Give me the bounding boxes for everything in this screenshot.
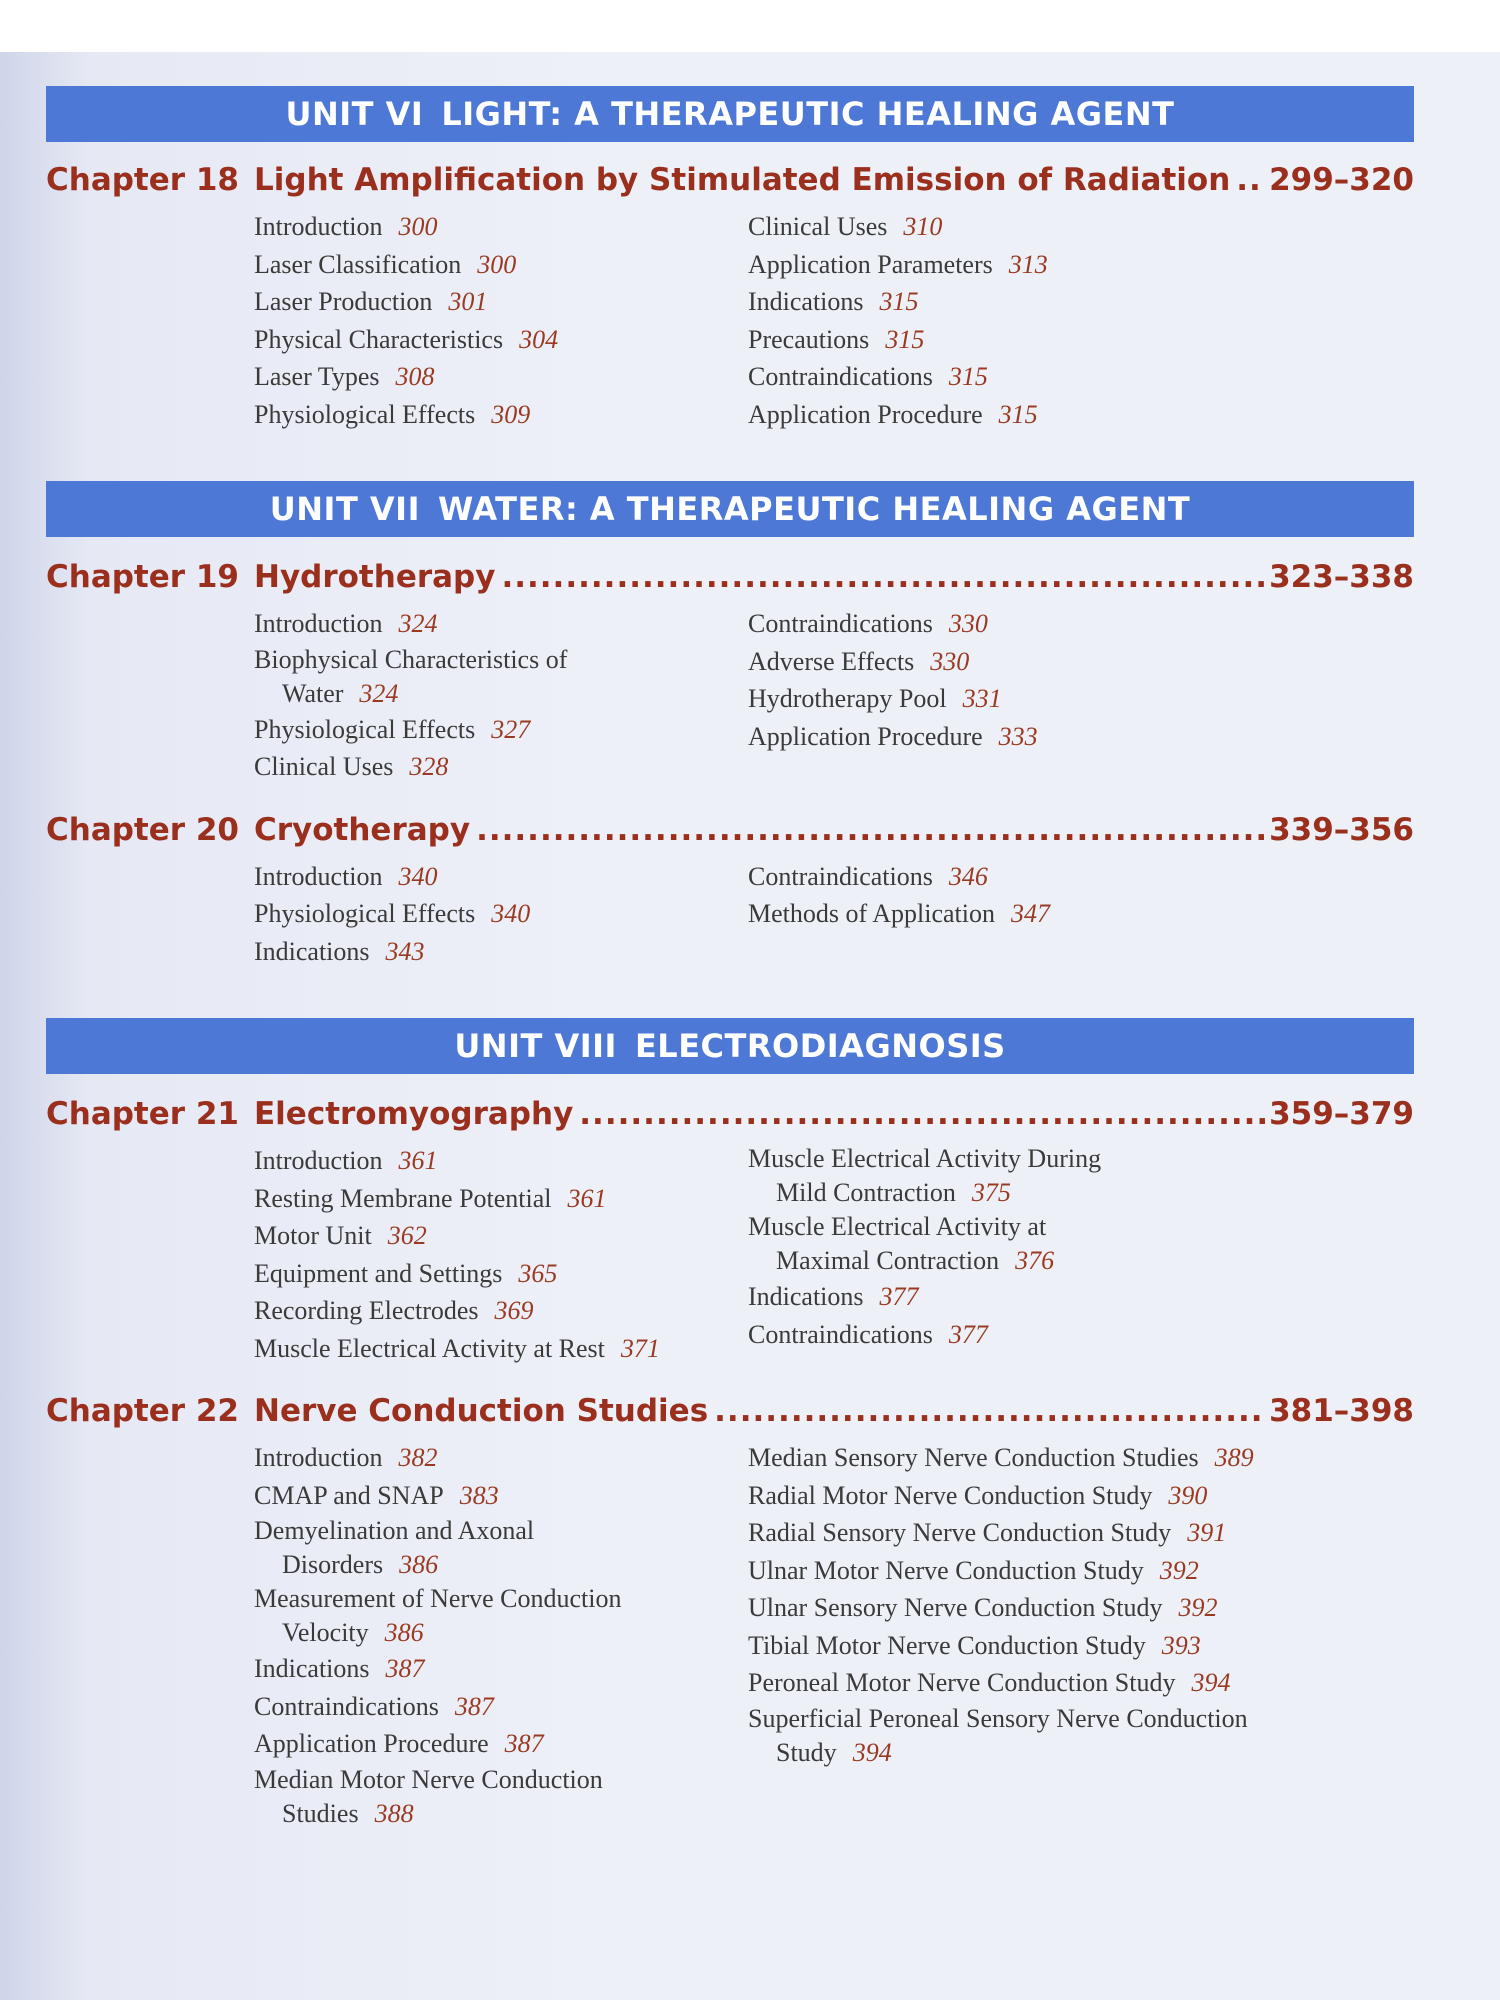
entry-page: 309 bbox=[491, 399, 531, 429]
toc-entry[interactable] bbox=[254, 1725, 748, 1763]
toc-entry[interactable] bbox=[254, 858, 748, 896]
entry-title: Contraindications bbox=[748, 1319, 933, 1349]
entry-title: Motor Unit bbox=[254, 1221, 372, 1250]
entry-title: Contraindications bbox=[748, 861, 933, 891]
entry-page: 330 bbox=[948, 609, 988, 638]
toc-entry[interactable] bbox=[748, 1702, 1408, 1770]
dot-leader bbox=[1236, 162, 1265, 198]
unit-header-vi bbox=[46, 86, 1414, 142]
toc-entry[interactable] bbox=[748, 358, 1408, 396]
toc-entry[interactable] bbox=[748, 1514, 1408, 1552]
entry-title: Physiological Effects bbox=[254, 899, 476, 928]
entry-page: 389 bbox=[1214, 1443, 1254, 1472]
entry-page: 391 bbox=[1187, 1518, 1227, 1547]
chapter-19 bbox=[46, 559, 1414, 786]
chapter-page-range: 299–320 bbox=[1269, 162, 1414, 198]
entries-left-column bbox=[254, 605, 748, 786]
entry-page: 315 bbox=[879, 287, 919, 316]
entry-title: Indications bbox=[254, 936, 370, 966]
entry-title: Introduction bbox=[254, 609, 383, 638]
unit-label: UNIT VI bbox=[285, 95, 424, 133]
entry-title: Ulnar Motor Nerve Conduction Study bbox=[748, 1555, 1144, 1585]
entries-left-column bbox=[254, 1142, 748, 1367]
unit-label: UNIT VII bbox=[269, 490, 420, 528]
entry-title-continued: Water bbox=[282, 678, 344, 708]
entry-title: Clinical Uses bbox=[254, 752, 394, 781]
entry-title: Ulnar Sensory Nerve Conduction Study bbox=[748, 1593, 1163, 1622]
chapter-22 bbox=[46, 1393, 1414, 1831]
toc-entry[interactable] bbox=[748, 718, 1408, 756]
toc-entry[interactable] bbox=[748, 1664, 1408, 1702]
entry-page: 304 bbox=[519, 324, 559, 354]
toc-entry[interactable] bbox=[254, 1180, 748, 1218]
entry-title: Physiological Effects bbox=[254, 714, 476, 744]
entry-title: Peroneal Motor Nerve Conduction Study bbox=[748, 1668, 1176, 1697]
entry-page: 300 bbox=[477, 249, 517, 279]
unit-label: UNIT VIII bbox=[454, 1027, 617, 1065]
entry-page: 300 bbox=[398, 212, 438, 241]
entry-page: 340 bbox=[491, 899, 531, 928]
chapter-number: Chapter 21 bbox=[46, 1096, 239, 1132]
entry-page: 343 bbox=[385, 936, 425, 966]
entry-title-continued: Disorders bbox=[282, 1550, 384, 1579]
entries-left-column bbox=[254, 858, 748, 971]
entry-page: 392 bbox=[1159, 1555, 1199, 1585]
entry-title: Biophysical Characteristics of bbox=[254, 644, 568, 674]
chapter-entries bbox=[254, 605, 1414, 786]
entry-title: Muscle Electrical Activity During bbox=[748, 1144, 1102, 1173]
toc-entry[interactable] bbox=[254, 1142, 748, 1180]
entry-title: Adverse Effects bbox=[748, 646, 915, 676]
chapter-21 bbox=[46, 1096, 1414, 1367]
entry-page: 387 bbox=[454, 1691, 494, 1721]
toc-entry[interactable] bbox=[254, 1439, 748, 1477]
unit-title: LIGHT: A THERAPEUTIC HEALING AGENT bbox=[441, 95, 1175, 133]
toc-entry[interactable] bbox=[254, 1292, 748, 1330]
entry-page: 308 bbox=[395, 362, 435, 391]
dot-leader bbox=[476, 812, 1265, 848]
toc-entry[interactable] bbox=[254, 1763, 748, 1831]
entry-page: 310 bbox=[903, 212, 943, 241]
entry-title: Laser Classification bbox=[254, 249, 462, 279]
entry-page: 394 bbox=[1191, 1668, 1231, 1697]
chapter-heading[interactable] bbox=[46, 162, 1414, 198]
entry-page: 361 bbox=[398, 1146, 438, 1175]
entry-page: 362 bbox=[387, 1221, 427, 1250]
entries-left-column bbox=[254, 208, 748, 433]
chapter-page-range: 339–356 bbox=[1269, 811, 1414, 848]
toc-entry[interactable] bbox=[748, 1142, 1408, 1210]
entry-title: Precautions bbox=[748, 324, 870, 354]
toc-entry[interactable] bbox=[254, 1217, 748, 1255]
entry-page: 377 bbox=[879, 1282, 919, 1311]
entries-right-column bbox=[748, 858, 1408, 971]
chapter-heading[interactable] bbox=[46, 559, 1414, 595]
entry-page: 333 bbox=[998, 721, 1038, 751]
entry-page: 390 bbox=[1168, 1480, 1208, 1510]
entry-title-continued: Mild Contraction bbox=[776, 1178, 956, 1207]
toc-entry[interactable] bbox=[254, 246, 748, 284]
entry-page: 301 bbox=[448, 287, 488, 316]
chapter-title: Hydrotherapy bbox=[254, 559, 496, 595]
entry-page: 382 bbox=[398, 1443, 438, 1472]
unit-title: WATER: A THERAPEUTIC HEALING AGENT bbox=[437, 490, 1191, 528]
dot-leader bbox=[579, 1096, 1265, 1132]
entry-page: 383 bbox=[459, 1480, 499, 1510]
entry-title: Application Procedure bbox=[748, 399, 983, 429]
entry-title-continued: Studies bbox=[282, 1798, 359, 1828]
entry-title: Methods of Application bbox=[748, 899, 995, 928]
entry-page: 386 bbox=[399, 1550, 439, 1579]
toc-entry[interactable] bbox=[254, 605, 748, 643]
entry-title: Contraindications bbox=[748, 609, 933, 638]
entry-title: Contraindications bbox=[748, 362, 933, 391]
toc-entry[interactable] bbox=[254, 711, 748, 749]
entry-page: 365 bbox=[518, 1258, 558, 1288]
chapter-number: Chapter 18 bbox=[46, 162, 239, 198]
chapter-18 bbox=[46, 162, 1414, 433]
entry-title: Resting Membrane Potential bbox=[254, 1183, 552, 1213]
toc-entry[interactable] bbox=[254, 933, 748, 971]
entry-page: 347 bbox=[1010, 899, 1050, 928]
entry-title: Physiological Effects bbox=[254, 399, 476, 429]
entry-title-continued: Study bbox=[776, 1737, 837, 1767]
entry-page: 371 bbox=[620, 1333, 660, 1363]
toc-entry[interactable] bbox=[748, 1439, 1408, 1477]
chapter-heading[interactable] bbox=[46, 812, 1414, 848]
entries-right-column bbox=[748, 1439, 1408, 1831]
toc-entry[interactable] bbox=[254, 358, 748, 396]
toc-entry[interactable] bbox=[748, 1627, 1408, 1665]
toc-entry[interactable] bbox=[748, 1278, 1408, 1316]
entry-title: Introduction bbox=[254, 212, 383, 241]
entry-page: 387 bbox=[504, 1729, 544, 1758]
toc-entry[interactable] bbox=[748, 1552, 1408, 1590]
entry-title: Laser Types bbox=[254, 362, 380, 391]
toc-entry[interactable] bbox=[254, 208, 748, 246]
chapter-page-range: 381–398 bbox=[1269, 1393, 1414, 1429]
toc-entry[interactable] bbox=[748, 1589, 1408, 1627]
chapter-page-range: 359–379 bbox=[1269, 1096, 1414, 1132]
toc-entry[interactable] bbox=[254, 1477, 748, 1515]
dot-leader bbox=[714, 1393, 1265, 1429]
chapter-number: Chapter 19 bbox=[46, 559, 239, 595]
unit-title: ELECTRODIAGNOSIS bbox=[634, 1027, 1006, 1065]
entry-title: Clinical Uses bbox=[748, 212, 888, 241]
entry-title: Application Procedure bbox=[254, 1729, 489, 1758]
entry-page: 324 bbox=[398, 609, 438, 638]
entry-title: Application Parameters bbox=[748, 249, 993, 279]
toc-entry[interactable] bbox=[254, 1650, 748, 1688]
toc-entry[interactable] bbox=[748, 895, 1408, 933]
toc-entry[interactable] bbox=[748, 680, 1408, 718]
entry-title: Introduction bbox=[254, 861, 383, 891]
entry-title: Recording Electrodes bbox=[254, 1296, 479, 1325]
toc-entry[interactable] bbox=[254, 748, 748, 786]
entry-title: Measurement of Nerve Conduction bbox=[254, 1584, 622, 1613]
entry-page: 324 bbox=[359, 678, 399, 708]
entry-title: Laser Production bbox=[254, 287, 433, 316]
toc-entry[interactable] bbox=[748, 605, 1408, 643]
toc-entry[interactable] bbox=[748, 1210, 1408, 1278]
entries-right-column bbox=[748, 208, 1408, 433]
entry-page: 376 bbox=[1015, 1246, 1055, 1275]
entries-right-column bbox=[748, 1142, 1408, 1367]
entry-title: Contraindications bbox=[254, 1691, 439, 1721]
chapter-entries bbox=[254, 1142, 1414, 1367]
entry-page: 387 bbox=[385, 1654, 425, 1683]
toc-entry[interactable] bbox=[748, 321, 1408, 359]
entry-title-continued: Maximal Contraction bbox=[776, 1246, 1000, 1275]
entry-page: 313 bbox=[1008, 249, 1048, 279]
entry-title: Indications bbox=[748, 287, 864, 316]
chapter-heading[interactable] bbox=[46, 1096, 1414, 1132]
entries-left-column bbox=[254, 1439, 748, 1831]
entry-title: Introduction bbox=[254, 1443, 383, 1472]
chapter-20 bbox=[46, 812, 1414, 971]
toc-entry[interactable] bbox=[748, 1477, 1408, 1515]
toc-entry[interactable] bbox=[254, 1514, 748, 1582]
chapter-heading[interactable] bbox=[46, 1393, 1414, 1429]
chapter-title: Nerve Conduction Studies bbox=[254, 1393, 709, 1429]
toc-entry[interactable] bbox=[748, 1316, 1408, 1354]
dot-leader bbox=[501, 559, 1265, 595]
chapter-number: Chapter 20 bbox=[46, 811, 239, 848]
entry-page: 388 bbox=[374, 1798, 414, 1828]
chapter-number: Chapter 22 bbox=[46, 1393, 239, 1429]
toc-entry[interactable] bbox=[254, 396, 748, 434]
entry-page: 327 bbox=[491, 714, 531, 744]
chapter-entries bbox=[254, 1439, 1414, 1831]
toc-entry[interactable] bbox=[254, 321, 748, 359]
entry-page: 330 bbox=[930, 646, 970, 676]
entry-title-continued: Velocity bbox=[282, 1618, 369, 1647]
chapter-entries bbox=[254, 208, 1414, 433]
toc-entry[interactable] bbox=[254, 643, 748, 711]
entry-title: Indications bbox=[748, 1282, 864, 1311]
toc-entry[interactable] bbox=[748, 396, 1408, 434]
toc-entry[interactable] bbox=[254, 1582, 748, 1650]
entry-title: Application Procedure bbox=[748, 721, 983, 751]
entry-page: 315 bbox=[998, 399, 1038, 429]
entry-page: 375 bbox=[971, 1178, 1011, 1207]
entry-title: Median Motor Nerve Conduction bbox=[254, 1764, 603, 1794]
entry-page: 340 bbox=[398, 861, 438, 891]
toc-entry[interactable] bbox=[254, 895, 748, 933]
entry-page: 331 bbox=[962, 684, 1002, 713]
entry-title: Superficial Peroneal Sensory Nerve Conduction bbox=[748, 1703, 1248, 1733]
toc-entry[interactable] bbox=[254, 1330, 748, 1368]
toc-entry[interactable] bbox=[748, 208, 1408, 246]
entry-page: 328 bbox=[409, 752, 449, 781]
entry-page: 346 bbox=[948, 861, 988, 891]
entry-title: Hydrotherapy Pool bbox=[748, 684, 947, 713]
entry-title: Muscle Electrical Activity at Rest bbox=[254, 1333, 605, 1363]
chapter-entries bbox=[254, 858, 1414, 971]
entry-page: 369 bbox=[494, 1296, 534, 1325]
entry-page: 392 bbox=[1178, 1593, 1218, 1622]
chapter-page-range: 323–338 bbox=[1269, 559, 1414, 595]
unit-header-viii bbox=[46, 1018, 1414, 1074]
entry-title: Equipment and Settings bbox=[254, 1258, 503, 1288]
chapter-title: Light Amplification by Stimulated Emission of Radiation bbox=[254, 162, 1231, 198]
entries-right-column bbox=[748, 605, 1408, 786]
entry-page: 386 bbox=[384, 1618, 424, 1647]
entry-title: Demyelination and Axonal bbox=[254, 1516, 535, 1545]
entry-page: 315 bbox=[948, 362, 988, 391]
entry-title: Median Sensory Nerve Conduction Studies bbox=[748, 1443, 1199, 1472]
page-top-margin bbox=[0, 0, 1500, 52]
table-of-contents-page bbox=[46, 86, 1414, 1831]
chapter-title: Cryotherapy bbox=[254, 811, 471, 848]
entry-title: Indications bbox=[254, 1654, 370, 1683]
entry-title: Radial Sensory Nerve Conduction Study bbox=[748, 1518, 1172, 1547]
entry-title: Physical Characteristics bbox=[254, 324, 504, 354]
entry-title: Muscle Electrical Activity at bbox=[748, 1212, 1047, 1241]
toc-entry[interactable] bbox=[254, 283, 748, 321]
toc-entry[interactable] bbox=[748, 643, 1408, 681]
toc-entry[interactable] bbox=[748, 858, 1408, 896]
toc-entry[interactable] bbox=[748, 283, 1408, 321]
entry-page: 361 bbox=[567, 1183, 607, 1213]
entry-title: CMAP and SNAP bbox=[254, 1480, 444, 1510]
toc-entry[interactable] bbox=[254, 1255, 748, 1293]
entry-title: Introduction bbox=[254, 1146, 383, 1175]
entry-title: Radial Motor Nerve Conduction Study bbox=[748, 1480, 1153, 1510]
entry-page: 377 bbox=[948, 1319, 988, 1349]
entry-page: 315 bbox=[885, 324, 925, 354]
toc-entry[interactable] bbox=[254, 1688, 748, 1726]
chapter-title: Electromyography bbox=[254, 1096, 574, 1132]
toc-entry[interactable] bbox=[748, 246, 1408, 284]
unit-header-vii bbox=[46, 481, 1414, 537]
entry-page: 393 bbox=[1161, 1630, 1201, 1660]
entry-title: Tibial Motor Nerve Conduction Study bbox=[748, 1630, 1146, 1660]
entry-page: 394 bbox=[852, 1737, 892, 1767]
